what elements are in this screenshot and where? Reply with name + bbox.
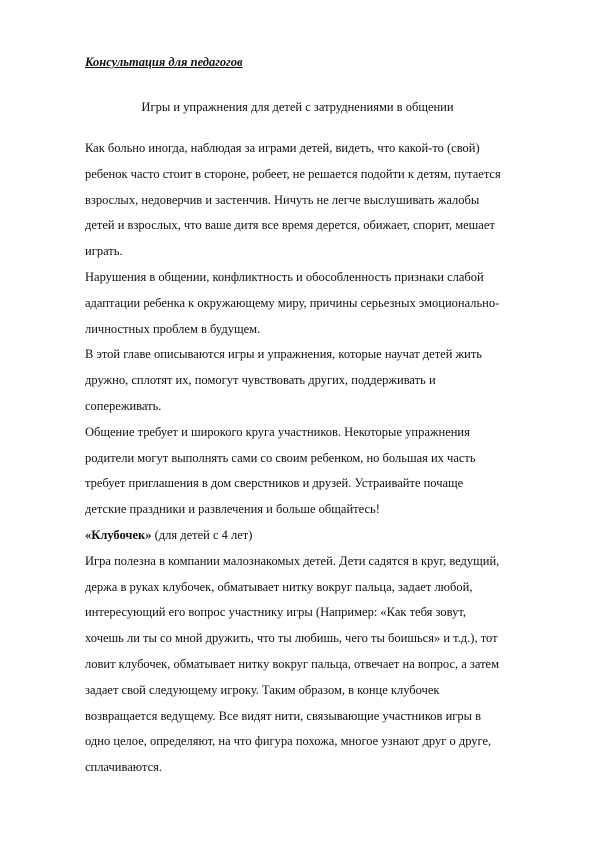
consultation-heading: Консультация для педагогов [85,55,243,69]
game-text-line: интересующий его вопрос участнику игры (Например: «Как тебя зовут, [85,605,467,620]
document-title: Игры и упражнения для детей с затруднениями в общении [141,100,454,114]
text-line: требует приглашения в дом сверстников и друзей. Устраивайте почаще [85,476,464,491]
game-name: «Клубочек» [85,527,152,542]
text-line: взрослых, недоверчив и застенчив. Ничуть не легче выслушивать жалобы [85,192,480,207]
game-age: (для детей с 4 лет) [151,527,253,542]
text-line: адаптации ребенка к окружающему миру, причины серьезных эмоционально- [85,295,500,310]
text-line: играть. [85,244,123,259]
text-line: детей и взрослых, что ваше дитя все время дерется, обижает, спорит, мешает [85,218,495,233]
text-line: личностных проблем в будущем. [85,321,261,336]
game-text-line: держа в руках клубочек, обматывает нитку вокруг пальца, задает любой, [85,579,473,594]
game-heading [85,523,565,549]
text-line: Общение требует и широкого круга участников. Некоторые упражнения [85,424,470,439]
text-line: Как больно иногда, наблюдая за играми детей, видеть, что какой-то (свой) [85,141,480,155]
game-text-line: сплачиваются. [85,760,162,775]
text-line: В этой главе описываются игры и упражнения, которые научат детей жить [85,347,483,362]
game-text-line: задает свой следующему игроку. Таким образом, в конце клубочек [85,682,440,697]
game-text-line: ловит клубочек, обматывает нитку вокруг пальца, отвечает на вопрос, а затем [85,656,500,671]
text-line: родители могут выполнять сами со своим ребенком, но большая их часть [85,450,476,465]
game-text-line: Игра полезна в компании малознакомых детей. Дети садятся в круг, ведущий, [85,553,500,568]
text-line: детские праздники и развлечения и больше общайтесь! [85,502,380,517]
document-body [85,136,565,781]
game-text-line: хочешь ли ты со мной дружить, что ты любишь, чего ты боишься» и т.д.), тот [85,631,498,646]
text-line: дружно, сплотят их, помогут чувствовать других, поддерживать и [85,373,436,388]
text-line: ребенок часто стоит в стороне, робеет, не решается подойти к детям, путается [85,166,501,181]
game-text-line: одно целое, определяют, на что фигура похожа, многое узнают друг о друге, [85,734,492,749]
text-line: Нарушения в общении, конфликтность и обособленность признаки слабой [85,269,484,284]
game-text-line: возвращается ведущему. Все видят нити, связывающие участников игры в [85,708,482,723]
text-line: сопереживать. [85,398,162,413]
